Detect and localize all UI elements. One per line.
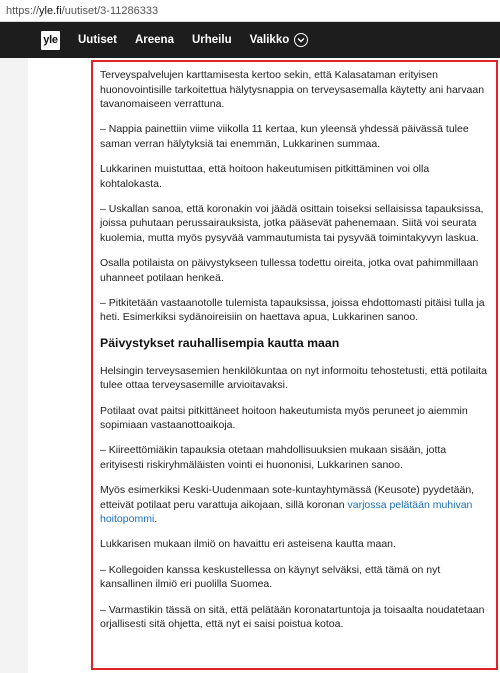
menu-label: Valikko (249, 34, 290, 46)
article-paragraph: – Kiireettömiäkin tapauksia otetaan mahdollisuuksien mukaan sisään, jotta erityisesti riskiryhmäläisten vointi ei huononisi, Lukkarinen sanoo. (100, 444, 447, 471)
article-paragraph-keusote (100, 483, 496, 527)
article-body (91, 60, 498, 670)
nav-item-urheilu[interactable]: Urheilu (191, 34, 232, 46)
article-paragraph: Helsingin terveysasemien henkilökuntaa on nyt informoitu tehostetusti, että potilaita tulee ottaa terveysasemille arvioitavaksi. (100, 364, 487, 392)
keusote-end: . (154, 513, 158, 526)
article-paragraph: – Kollegoiden kanssa keskustellessa on käynyt selväksi, että tämä on nyt kansallinen ilmiö eri puolilla Suomea. (100, 563, 441, 591)
article-paragraph: – Uskallan sanoa, että koronakin voi jäädä osittain toiseksi sellaisissa tapauksissa, joissa puhutaan perussairauksista, jotka pääsevät pahenemaan. Siitä voi seurata kuolemia, mutta myös pysyvää vammautumista tai pysyvää toimintakyvyn laskua. (100, 202, 484, 244)
nav-item-areena[interactable]: Areena (134, 34, 174, 46)
article-paragraph: Lukkarinen muistuttaa, että hoitoon hakeutumisen pitkittäminen voi olla kohtalokasta. (100, 163, 430, 190)
article-paragraph: Lukkarisen mukaan ilmiö on havaittu eri asteisena kautta maan. (100, 538, 396, 551)
yle-logo[interactable]: yle (41, 31, 60, 50)
hoitopommi-link[interactable]: varjossa pelätään muhivan hoitopommi (100, 498, 473, 526)
article-paragraph: – Nappia painettiin viime viikolla 11 kertaa, kun yleensä yhdessä päivässä tulee saman verran hälytyksiä tai enemmän, Lukkarinen summaa. (100, 123, 469, 150)
article-paragraph: Osalla potilaista on päivystykseen tullessa todettu oireita, jotka ovat pahimmillaan uhanneet potilaan henkeä. (100, 257, 479, 284)
keusote-text: Myös esimerkiksi Keski-Uudenmaan sote-kuntayhtymässä (Keusote) pyydetään, etteivät potilaat peru varattuja aikojaan, sillä koronan (100, 484, 475, 511)
article-paragraph: Terveyspalvelujen karttamisesta kertoo sekin, että Kalasataman erityisen huonovointisille tarkoitettua hälytysnappia on terveysasemalla käytetty ani harvaan tavanomaiseen verrattuna. (100, 69, 485, 110)
article-subheading: Päivystykset rauhallisempia kautta maan (100, 335, 340, 350)
nav-item-uutiset[interactable]: Uutiset (78, 34, 117, 46)
article-paragraph: – Pitkitetään vastaanotolle tulemista tapauksissa, joissa ehdottomasti pitäisi tulla ja heti. Esimerkiksi sydänoireisiin on haettava apua, Lukkarinen sanoo. (100, 296, 485, 324)
site-navbar (0, 22, 500, 58)
chevron-down-circle-icon (294, 33, 308, 47)
menu-button[interactable] (250, 33, 309, 47)
left-gutter (0, 58, 28, 673)
article-paragraph: – Varmastikin tässä on sitä, että pelätään koronatartuntoja ja toisaalta noudatetaan orjallisesti sitä ohjetta, että nyt ei saisi poistua kotoa. (100, 603, 485, 631)
address-bar[interactable] (0, 0, 500, 22)
url-path: /uutiset/3-11286333 (61, 4, 159, 17)
url-host: yle.fi (39, 4, 62, 17)
url-scheme: https:// (6, 4, 40, 17)
article-paragraph: Potilaat ovat paitsi pitkittäneet hoitoon hakeutumista myös peruneet jo aiemmin sopimiaan vastaanottoaikoja. (100, 404, 468, 432)
